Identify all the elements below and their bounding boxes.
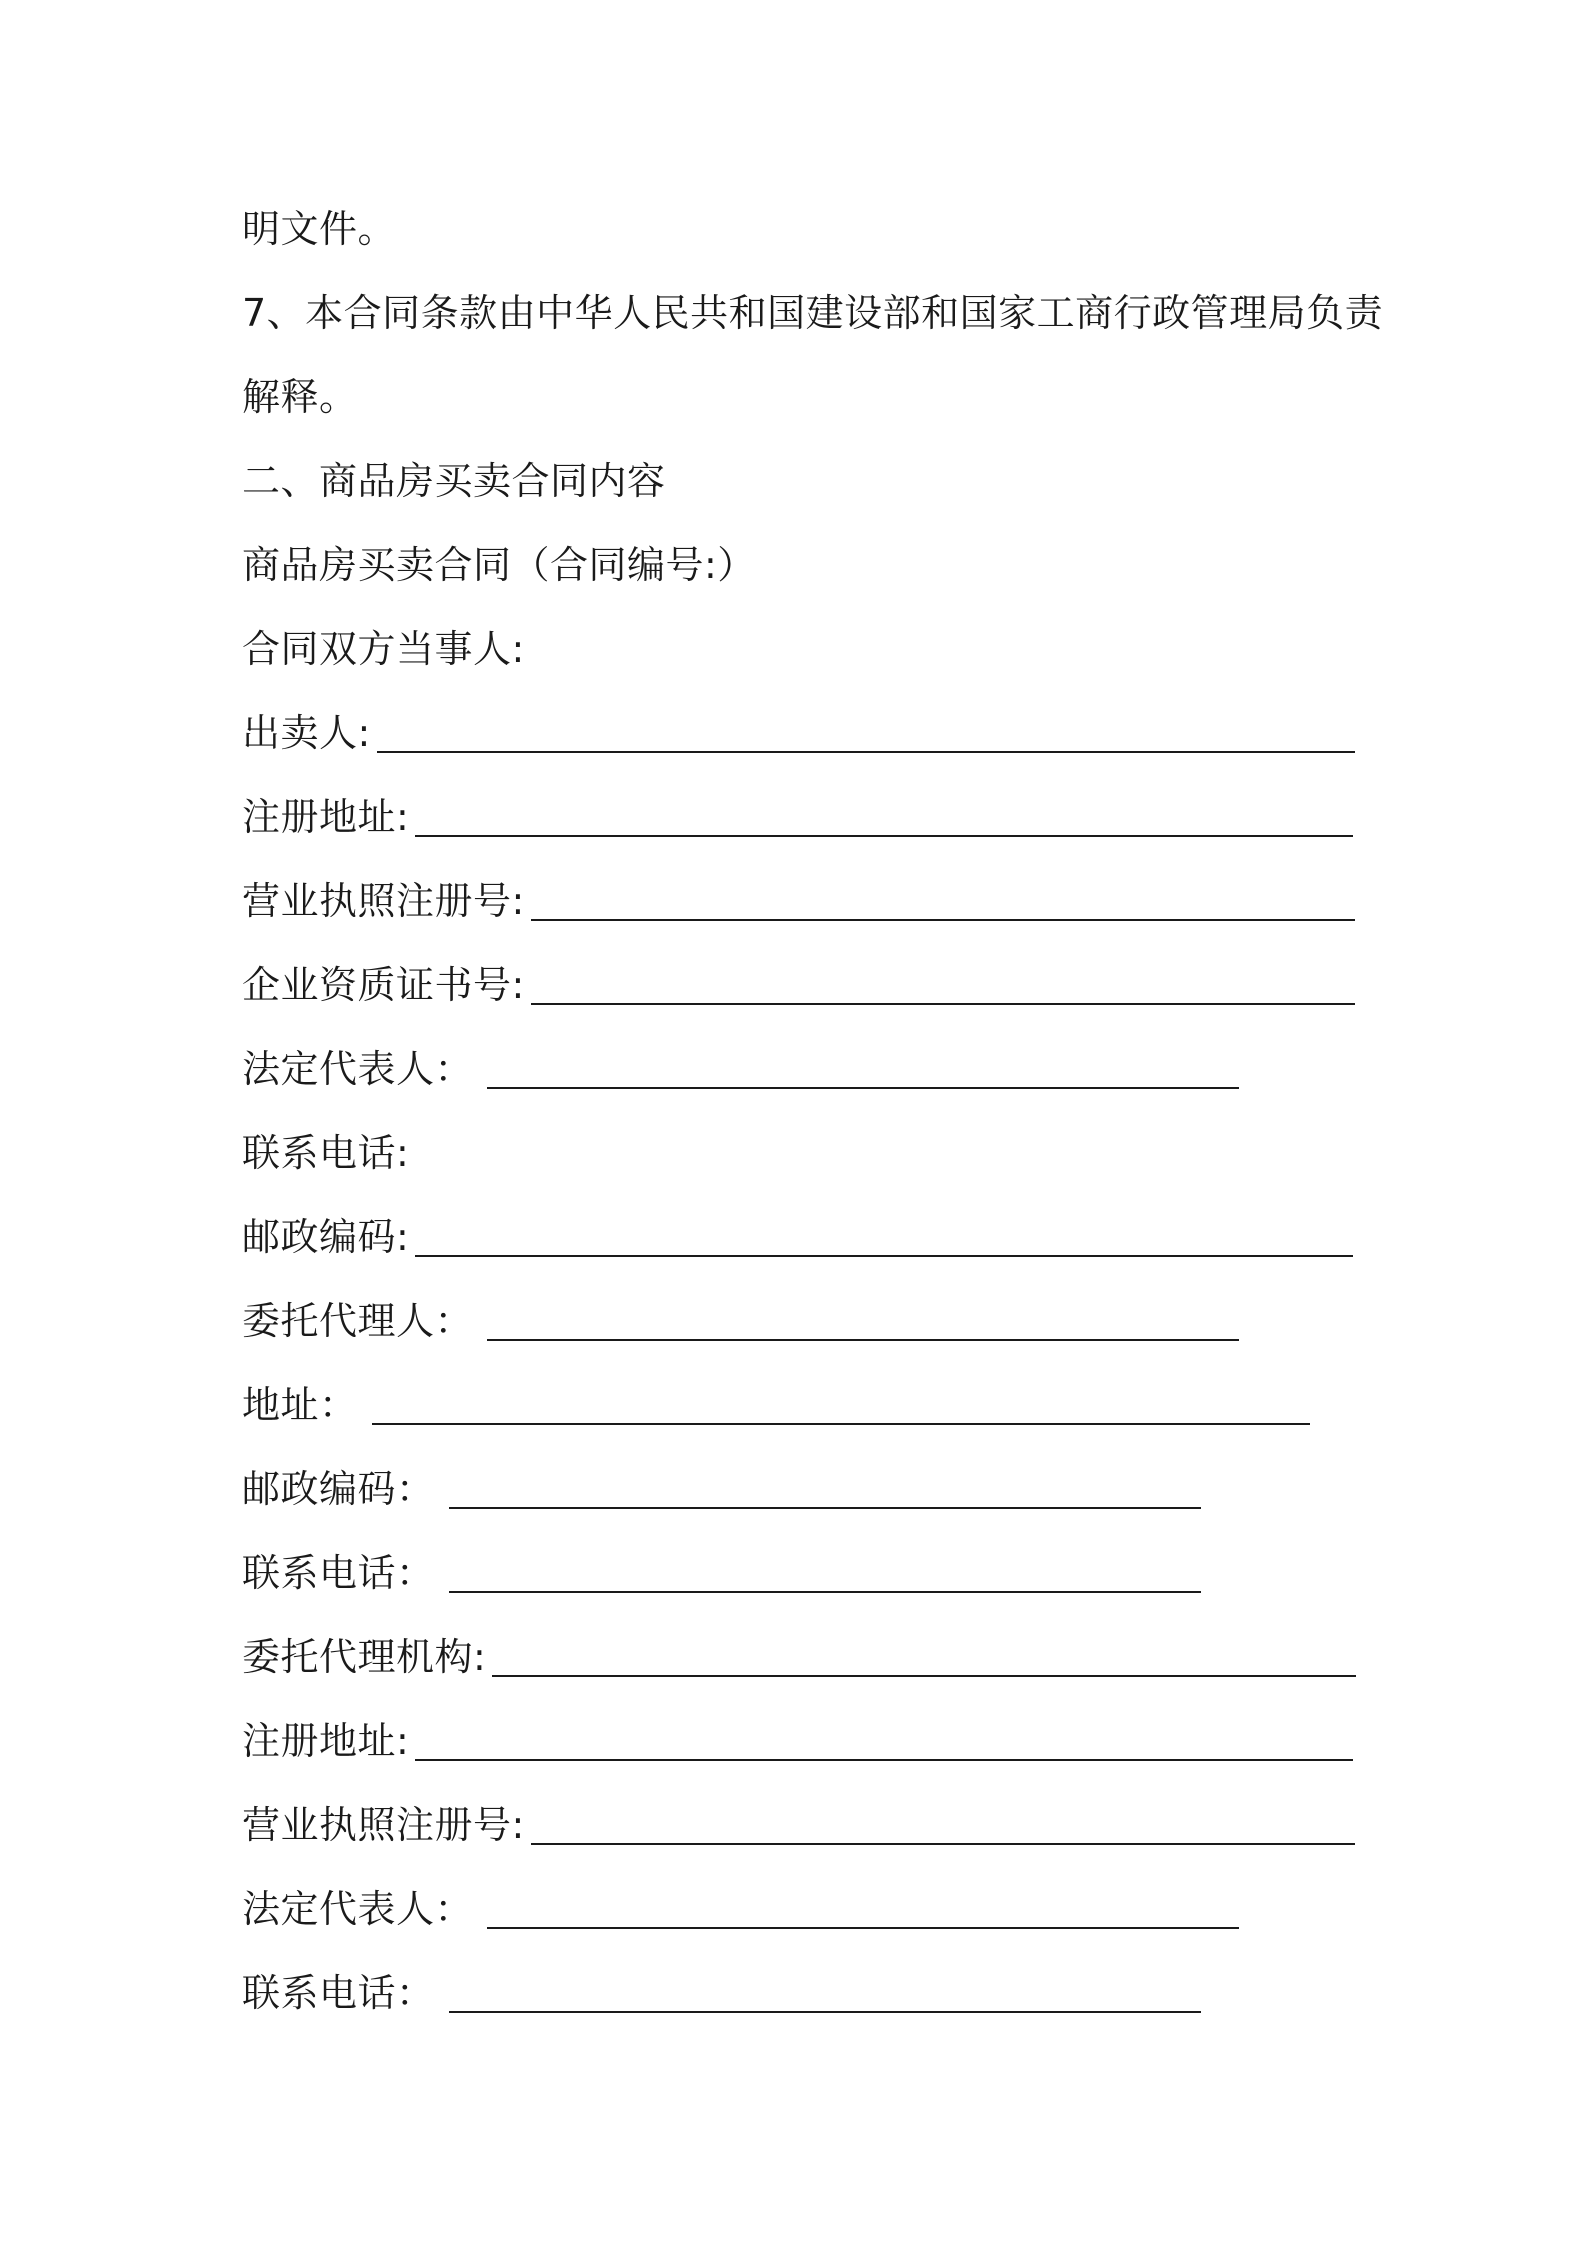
agency-phone-label: 联系电话：	[242, 1971, 435, 2015]
agency-license-no-label: 营业执照注册号:	[242, 1803, 525, 1847]
agent-postcode-blank[interactable]	[449, 1507, 1201, 1509]
agency-blank[interactable]	[492, 1675, 1356, 1677]
agency-reg-address-blank[interactable]	[415, 1759, 1353, 1761]
paragraph-continuation: 明文件。	[242, 207, 397, 251]
agency-label: 委托代理机构:	[242, 1635, 487, 1679]
agency-row	[242, 1633, 1356, 1681]
postcode-blank[interactable]	[415, 1255, 1353, 1257]
postcode-label: 邮政编码:	[242, 1215, 410, 1259]
agency-legal-rep-row	[242, 1885, 1239, 1933]
agency-license-no-blank[interactable]	[531, 1843, 1355, 1845]
seller-blank[interactable]	[377, 751, 1355, 753]
agent-label: 委托代理人：	[242, 1299, 474, 1343]
legal-rep-row	[242, 1045, 1239, 1093]
agent-phone-blank[interactable]	[449, 1591, 1201, 1593]
postcode-row	[242, 1213, 1353, 1261]
license-no-row	[242, 877, 1355, 925]
agent-postcode-row	[242, 1465, 1201, 1513]
reg-address-blank[interactable]	[415, 835, 1353, 837]
address-row	[242, 1381, 1310, 1429]
qualification-no-row	[242, 961, 1355, 1009]
contract-title: 商品房买卖合同（合同编号:）	[242, 543, 756, 587]
agency-phone-blank[interactable]	[449, 2011, 1201, 2013]
agent-blank[interactable]	[487, 1339, 1239, 1341]
agent-postcode-label: 邮政编码：	[242, 1467, 435, 1511]
parties-label: 合同双方当事人:	[242, 627, 525, 671]
seller-label: 出卖人:	[242, 711, 371, 755]
phone-row	[242, 1129, 409, 1177]
agent-phone-label: 联系电话：	[242, 1551, 435, 1595]
agency-legal-rep-blank[interactable]	[487, 1927, 1239, 1929]
agent-phone-row	[242, 1549, 1201, 1597]
address-label: 地址：	[242, 1383, 358, 1427]
reg-address-label: 注册地址:	[242, 795, 410, 839]
agent-row	[242, 1297, 1239, 1345]
qualification-no-blank[interactable]	[531, 1003, 1355, 1005]
agency-license-no-row	[242, 1801, 1355, 1849]
agency-reg-address-label: 注册地址:	[242, 1719, 410, 1763]
agency-phone-row	[242, 1969, 1201, 2017]
agency-legal-rep-label: 法定代表人：	[242, 1887, 474, 1931]
license-no-blank[interactable]	[531, 919, 1355, 921]
license-no-label: 营业执照注册号:	[242, 879, 525, 923]
phone-label: 联系电话:	[242, 1131, 410, 1175]
clause-7-continuation: 解释。	[242, 375, 358, 419]
address-blank[interactable]	[372, 1423, 1310, 1425]
reg-address-row	[242, 793, 1353, 841]
legal-rep-label: 法定代表人：	[242, 1047, 474, 1091]
section-heading: 二、商品房买卖合同内容	[242, 459, 666, 503]
legal-rep-blank[interactable]	[487, 1087, 1239, 1089]
agency-reg-address-row	[242, 1717, 1353, 1765]
qualification-no-label: 企业资质证书号:	[242, 963, 525, 1007]
clause-7: 7、本合同条款由中华人民共和国建设部和国家工商行政管理局负责	[242, 291, 1384, 335]
seller-row	[242, 709, 1355, 757]
